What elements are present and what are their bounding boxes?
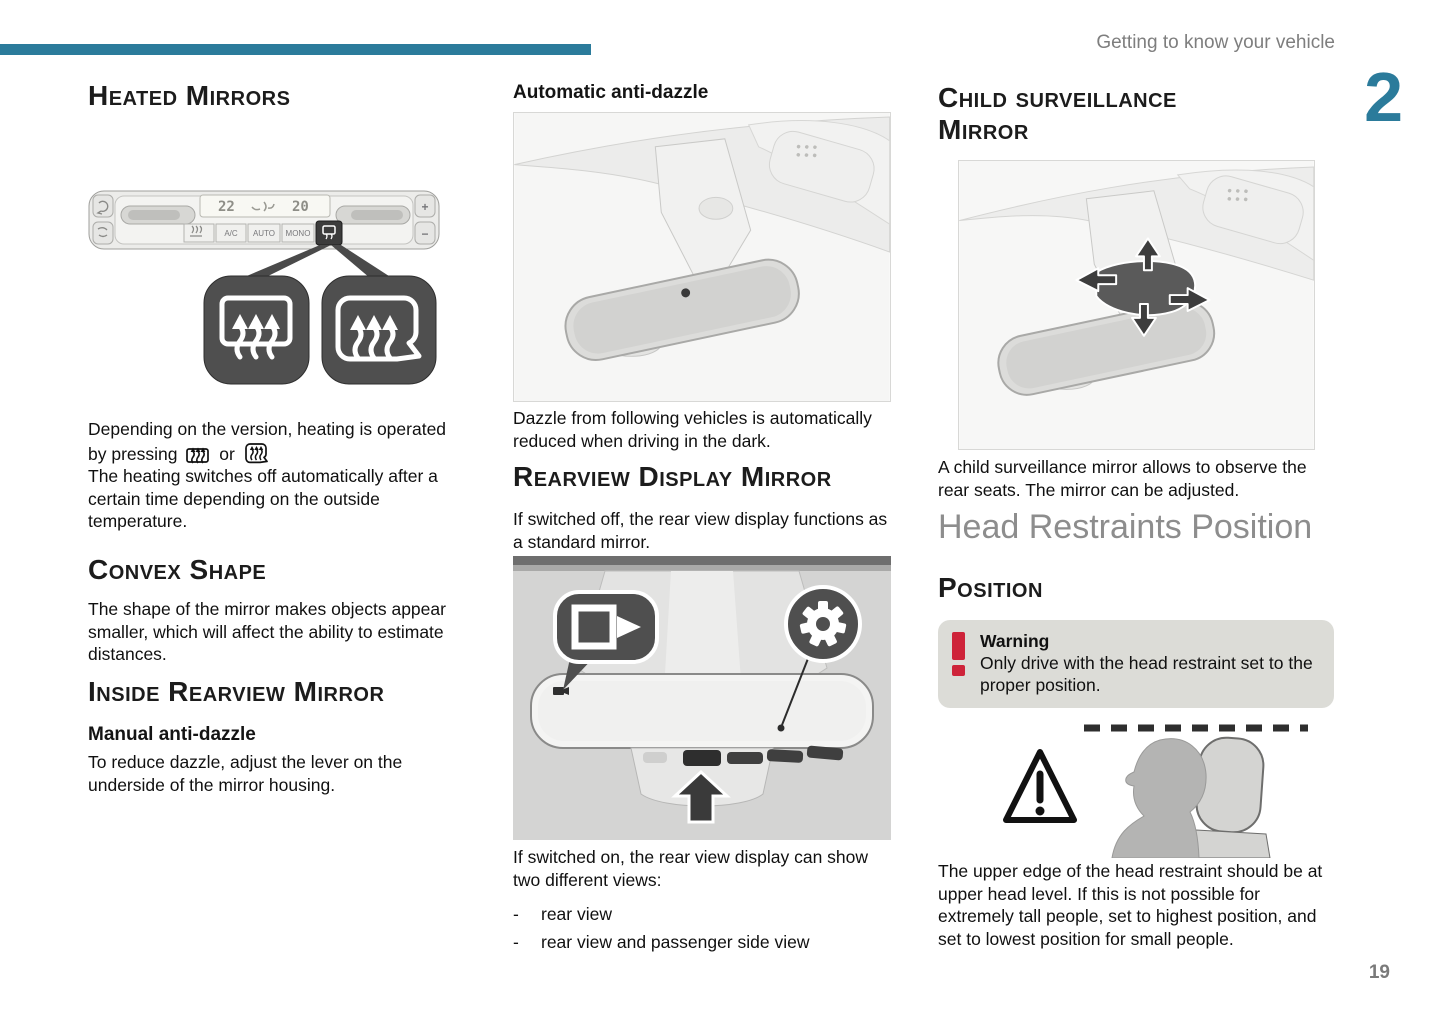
- callout-pointer-left: [242, 245, 331, 278]
- button-auto: AUTO: [252, 229, 276, 238]
- heading-child-surveillance: Child surveillance Mirror: [938, 82, 1177, 146]
- climate-control-panel: [89, 191, 439, 249]
- list-item: [513, 931, 891, 954]
- switched-on-paragraph: If switched on, the rear view display can show two different views:: [513, 847, 869, 890]
- settings-dot-on-mirror: [778, 725, 785, 732]
- heated-mirrors-icon: [322, 276, 436, 384]
- callout-pointer-right: [331, 245, 392, 278]
- figure-auto-anti-dazzle-mirror: [513, 112, 891, 402]
- switched-off-paragraph: If switched off, the rear view display functions as a standard mirror.: [513, 509, 888, 552]
- page-number: 19: [1368, 962, 1390, 983]
- bullet-text: rear view: [541, 904, 612, 924]
- settings-gear-icon: [786, 587, 860, 661]
- warning-box: [938, 620, 1334, 708]
- svg-text:−: −: [421, 227, 429, 241]
- display-temp-left: 22: [218, 199, 235, 215]
- figure-child-surveillance-mirror: [958, 160, 1315, 450]
- button-ac: A/C: [224, 229, 238, 238]
- running-header: Getting to know your vehicle: [1096, 32, 1335, 53]
- person-silhouette: [1112, 739, 1206, 858]
- accent-bar: [0, 44, 591, 55]
- heating-paragraph: Depending on the version, heating is operated by pressing or The heating switches off automatically after a certain time depending on the outside temperature.: [88, 419, 447, 531]
- child-mirror-paragraph: A child surveillance mirror allows to observe the rear seats. The mirror can be adjusted.: [938, 457, 1307, 500]
- figure-heated-mirrors-controls: [88, 186, 462, 394]
- chapter-number: 2: [1364, 58, 1403, 136]
- subhead-manual-anti-dazzle: Manual anti-dazzle: [88, 724, 256, 745]
- column-rearview: [513, 80, 891, 1000]
- heading-convex-shape: Convex Shape: [88, 554, 267, 585]
- head-restraint-paragraph: The upper edge of the head restraint should be at upper head level. If this is not possible for extremely tall people, set to highest position, and set to lowest position for small people.: [938, 861, 1323, 949]
- figure-head-restraint-position: [990, 716, 1312, 858]
- warning-exclamation-icon: [950, 630, 967, 676]
- column-child-mirror-head-restraints: [938, 80, 1334, 1000]
- head-restraint: [1194, 736, 1270, 858]
- bullet-dash: -: [513, 932, 519, 952]
- heading-position: Position: [938, 572, 1043, 603]
- heading-rearview-display: Rearview Display Mirror: [513, 461, 832, 492]
- subhead-automatic-anti-dazzle: Automatic anti-dazzle: [513, 82, 709, 103]
- column-heated-mirrors: [88, 80, 462, 1000]
- dazzle-paragraph: Dazzle from following vehicles is automatically reduced when driving in the dark.: [513, 408, 872, 451]
- warning-title: Warning: [980, 631, 1050, 651]
- section-title-head-restraints: Head Restraints Position: [938, 508, 1313, 546]
- heated-mirror-button: [316, 221, 342, 245]
- display-mirror: [531, 674, 873, 748]
- figure-rearview-display-mirror: [513, 556, 891, 840]
- camera-glyph-on-mirror: [553, 687, 569, 695]
- manual-anti-dazzle-paragraph: To reduce dazzle, adjust the lever on the underside of the mirror housing.: [88, 752, 403, 795]
- bullet-text: rear view and passenger side view: [541, 932, 810, 952]
- warning-text: Only drive with the head restraint set to the proper position.: [980, 653, 1313, 695]
- heading-heated-mirrors: Heated Mirrors: [88, 80, 291, 111]
- heading-inside-rearview: Inside Rearview Mirror: [88, 676, 385, 707]
- display-temp-right: 20: [292, 199, 309, 215]
- svg-text:+: +: [421, 200, 429, 214]
- warning-triangle-icon: [1006, 752, 1074, 820]
- rear-window-heating-icon: [185, 445, 211, 465]
- bullet-dash: -: [513, 904, 519, 924]
- heated-rear-window-icon: [204, 276, 309, 384]
- door-mirror-heating-icon: [243, 441, 269, 465]
- convex-paragraph: The shape of the mirror makes objects appear smaller, which will affect the ability to estimate distances.: [88, 599, 446, 664]
- list-item: [513, 903, 891, 926]
- button-mono: MONO: [285, 229, 311, 238]
